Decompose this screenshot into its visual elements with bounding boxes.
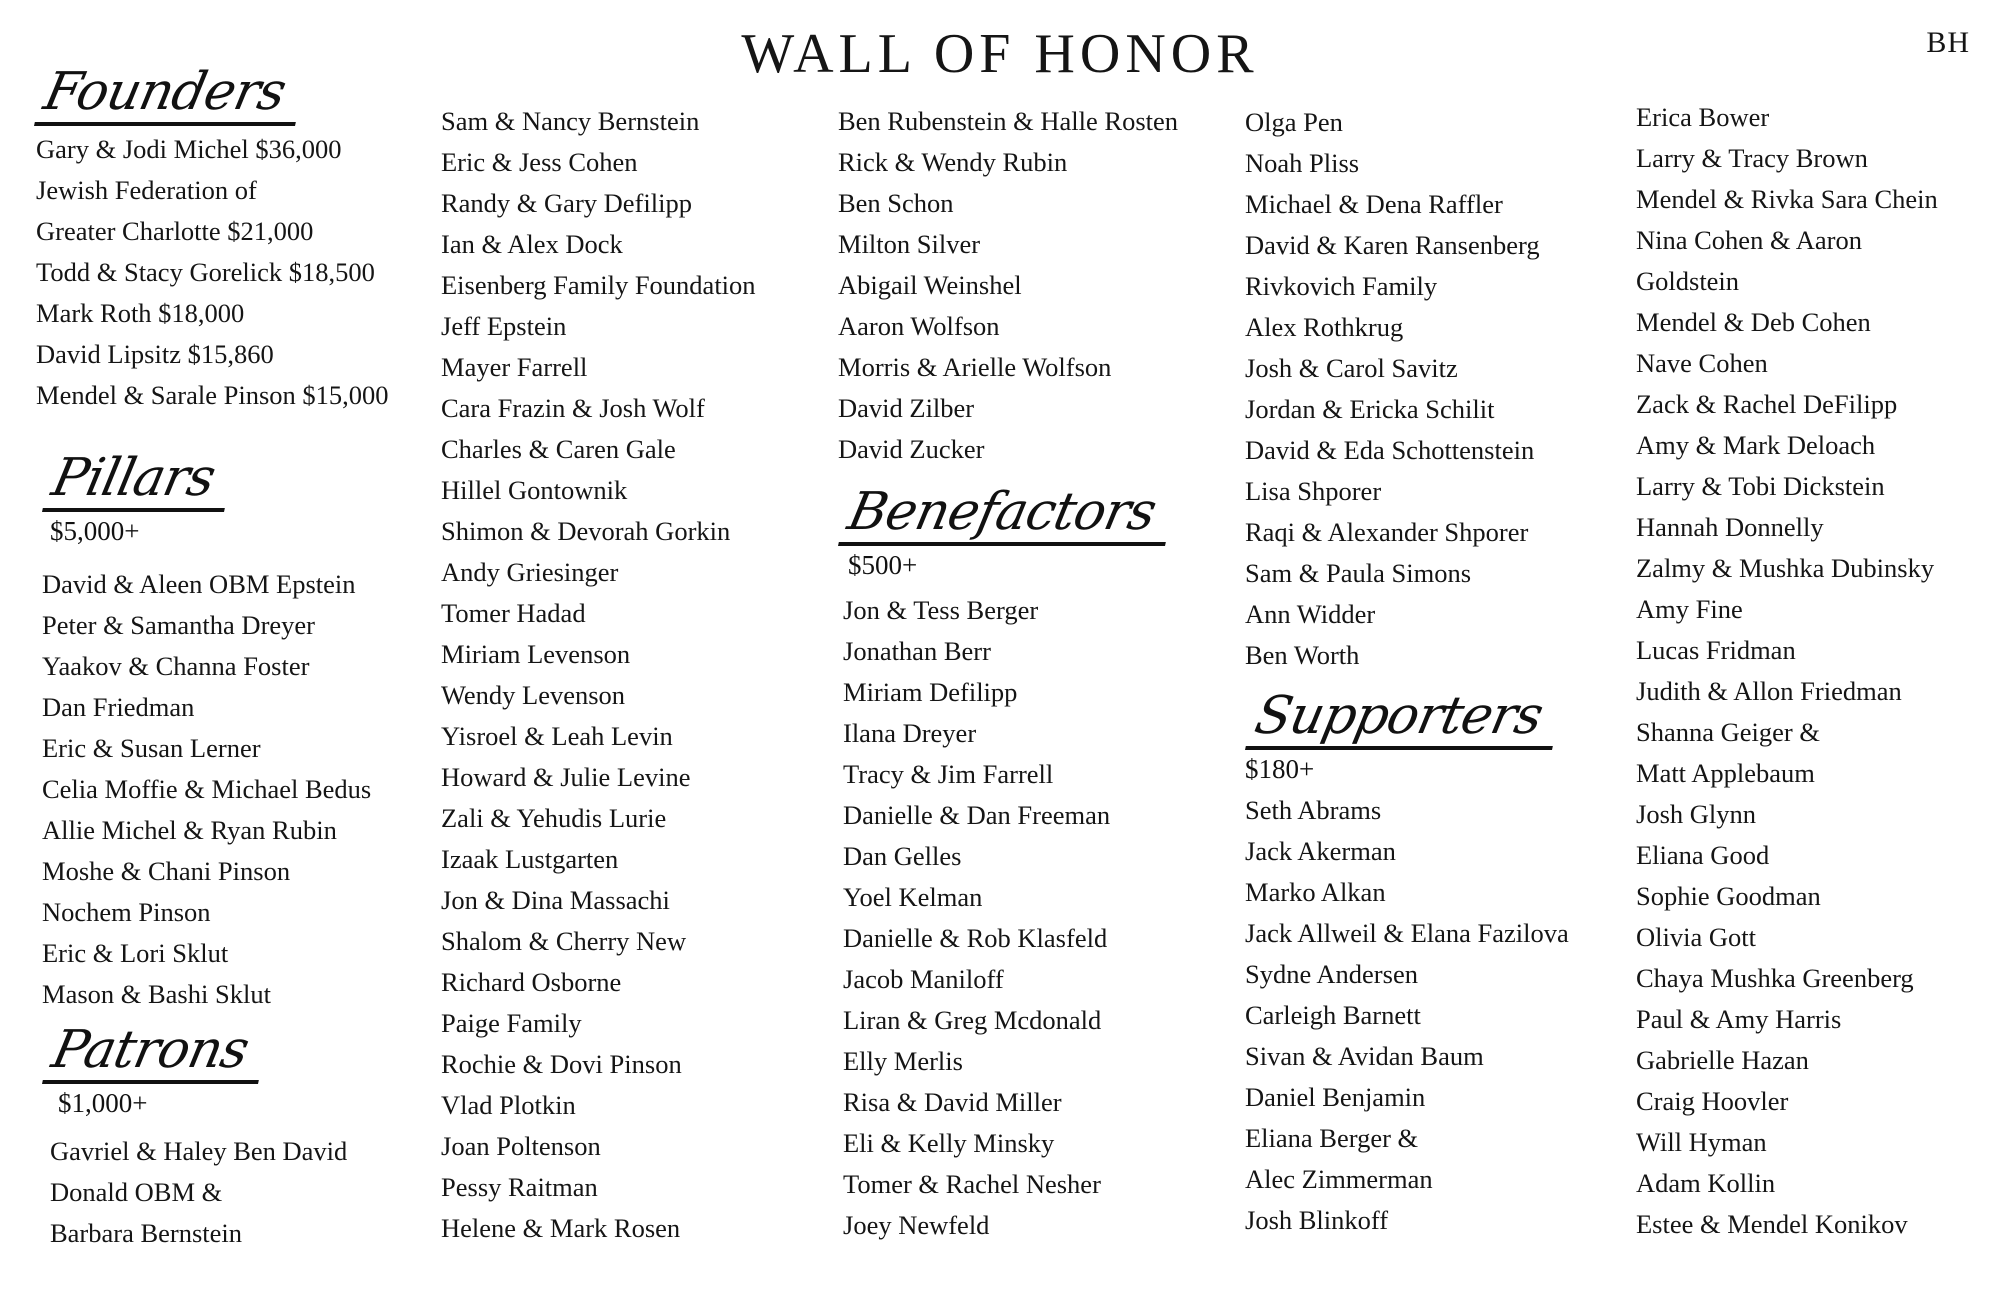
donor-name: Raqi & Alexander Shporer: [1245, 517, 1529, 547]
donor-name: Greater Charlotte $21,000: [36, 216, 314, 246]
donor-name: Mark Roth $18,000: [36, 298, 245, 328]
donor-name: Ben Rubenstein & Halle Rosten: [838, 106, 1179, 136]
donor-name: Jack Akerman: [1245, 836, 1396, 866]
donor-name: Jon & Tess Berger: [843, 595, 1039, 625]
donor-name: David Zilber: [838, 393, 975, 423]
patrons-level: $1,000+: [58, 1088, 148, 1118]
donor-name: Eisenberg Family Foundation: [441, 270, 756, 300]
donor-name: Mendel & Deb Cohen: [1636, 307, 1871, 337]
donor-name: Josh Blinkoff: [1245, 1205, 1389, 1235]
donor-name: Jack Allweil & Elana Fazilova: [1245, 918, 1569, 948]
supporters-level: $180+: [1245, 754, 1315, 784]
patrons-list: [50, 1131, 347, 1254]
benefactors-continued-list: [1245, 102, 1540, 676]
donor-name: Hillel Gontownik: [441, 475, 628, 505]
donor-name: Izaak Lustgarten: [441, 844, 619, 874]
donor-name: Gavriel & Haley Ben David: [50, 1136, 348, 1166]
donor-name: Lisa Shporer: [1245, 476, 1382, 506]
donor-name: Sam & Nancy Bernstein: [441, 106, 700, 136]
donor-name: Risa & David Miller: [843, 1087, 1062, 1117]
donor-name: Milton Silver: [838, 229, 981, 259]
corner-mark: BH: [1926, 26, 1970, 59]
donor-name: Erica Bower: [1636, 102, 1770, 132]
supporters-list: [1245, 790, 1569, 1241]
donor-name: Howard & Julie Levine: [441, 762, 691, 792]
supporters-continued-list: [1636, 97, 1938, 1245]
donor-name: Yaakov & Channa Foster: [42, 651, 310, 681]
donor-name: Dan Gelles: [843, 841, 962, 871]
donor-name: Danielle & Rob Klasfeld: [843, 923, 1108, 953]
donor-name: Danielle & Dan Freeman: [843, 800, 1111, 830]
donor-name: Alex Rothkrug: [1245, 312, 1404, 342]
page-title: WALL OF HONOR: [741, 23, 1259, 85]
donor-name: Miriam Levenson: [441, 639, 631, 669]
donor-name: Allie Michel & Ryan Rubin: [42, 815, 337, 845]
donor-name: Charles & Caren Gale: [441, 434, 676, 464]
benefactors-list: [843, 590, 1110, 1246]
donor-name: Larry & Tracy Brown: [1636, 143, 1868, 173]
donor-name: David Lipsitz $15,860: [36, 339, 274, 369]
donor-name: Goldstein: [1636, 266, 1740, 296]
supporters-heading: Supporters: [1245, 686, 1566, 750]
donor-name: Carleigh Barnett: [1245, 1000, 1421, 1030]
donor-name: Zack & Rachel DeFilipp: [1636, 389, 1898, 419]
donor-name: Sophie Goodman: [1636, 881, 1821, 911]
donor-name: Shalom & Cherry New: [441, 926, 687, 956]
donor-name: Amy & Mark Deloach: [1636, 430, 1876, 460]
donor-name: Jon & Dina Massachi: [441, 885, 670, 915]
donor-name: Nochem Pinson: [42, 897, 211, 927]
donor-name: Estee & Mendel Konikov: [1636, 1209, 1908, 1239]
donor-name: Tomer Hadad: [441, 598, 586, 628]
donor-name: Jonathan Berr: [843, 636, 991, 666]
donor-name: Paul & Amy Harris: [1636, 1004, 1842, 1034]
donor-name: Mendel & Rivka Sara Chein: [1636, 184, 1938, 214]
patrons-continued-list: [441, 101, 756, 1249]
donor-name: Mendel & Sarale Pinson $15,000: [36, 380, 389, 410]
donor-name: Yoel Kelman: [843, 882, 983, 912]
donor-name: Morris & Arielle Wolfson: [838, 352, 1112, 382]
donor-name: Vlad Plotkin: [441, 1090, 576, 1120]
donor-name: Judith & Allon Friedman: [1636, 676, 1902, 706]
donor-name: Aaron Wolfson: [838, 311, 1000, 341]
pillars-list: [42, 564, 371, 1015]
benefactors-level: $500+: [848, 550, 918, 580]
donor-name: Peter & Samantha Dreyer: [42, 610, 315, 640]
pillars-level: $5,000+: [50, 516, 140, 546]
patrons-heading: Patrons: [42, 1020, 271, 1084]
donor-name: Shimon & Devorah Gorkin: [441, 516, 731, 546]
donor-name: Todd & Stacy Gorelick $18,500: [36, 257, 375, 287]
donor-name: Yisroel & Leah Levin: [441, 721, 673, 751]
founders-list: [36, 129, 389, 416]
donor-name: Pessy Raitman: [441, 1172, 598, 1202]
founders-heading: Founders: [34, 62, 309, 126]
pillars-section: [42, 448, 442, 550]
donor-name: Olga Pen: [1245, 107, 1343, 137]
patrons-continued-list-2: [838, 101, 1178, 470]
donor-name: Lucas Fridman: [1636, 635, 1796, 665]
donor-name: David Zucker: [838, 434, 985, 464]
donor-name: Zali & Yehudis Lurie: [441, 803, 667, 833]
donor-name: Jacob Maniloff: [843, 964, 1004, 994]
donor-name: Joan Poltenson: [441, 1131, 601, 1161]
donor-name: Hannah Donnelly: [1636, 512, 1824, 542]
donor-name: Elly Merlis: [843, 1046, 963, 1076]
donor-name: Jordan & Ericka Schilit: [1245, 394, 1495, 424]
donor-name: Ben Worth: [1245, 640, 1360, 670]
donor-name: Eric & Susan Lerner: [42, 733, 261, 763]
donor-name: Dan Friedman: [42, 692, 195, 722]
donor-name: Ben Schon: [838, 188, 954, 218]
donor-name: David & Aleen OBM Epstein: [42, 569, 356, 599]
donor-name: Celia Moffie & Michael Bedus: [42, 774, 372, 804]
donor-name: Tracy & Jim Farrell: [843, 759, 1054, 789]
donor-name: Josh & Carol Savitz: [1245, 353, 1458, 383]
benefactors-section: [838, 482, 1238, 584]
donor-name: Craig Hoovler: [1636, 1086, 1789, 1116]
founders-section: [34, 62, 434, 126]
donor-name: Ann Widder: [1245, 599, 1376, 629]
donor-name: Mayer Farrell: [441, 352, 588, 382]
donor-name: Barbara Bernstein: [50, 1218, 243, 1248]
donor-name: David & Eda Schottenstein: [1245, 435, 1535, 465]
donor-name: Andy Griesinger: [441, 557, 619, 587]
donor-name: Zalmy & Mushka Dubinsky: [1636, 553, 1935, 583]
supporters-section: [1245, 686, 1645, 788]
donor-name: Eliana Good: [1636, 840, 1770, 870]
donor-name: David & Karen Ransenberg: [1245, 230, 1540, 260]
pillars-heading: Pillars: [42, 448, 238, 512]
donor-name: Larry & Tobi Dickstein: [1636, 471, 1885, 501]
donor-name: Matt Applebaum: [1636, 758, 1815, 788]
donor-name: Alec Zimmerman: [1245, 1164, 1433, 1194]
donor-name: Chaya Mushka Greenberg: [1636, 963, 1914, 993]
donor-name: Nina Cohen & Aaron: [1636, 225, 1862, 255]
donor-name: Ilana Dreyer: [843, 718, 977, 748]
donor-name: Marko Alkan: [1245, 877, 1386, 907]
donor-name: Daniel Benjamin: [1245, 1082, 1426, 1112]
donor-name: Richard Osborne: [441, 967, 622, 997]
donor-name: Ian & Alex Dock: [441, 229, 623, 259]
donor-name: Eric & Jess Cohen: [441, 147, 638, 177]
donor-name: Amy Fine: [1636, 594, 1743, 624]
donor-name: Joey Newfeld: [843, 1210, 990, 1240]
donor-name: Nave Cohen: [1636, 348, 1768, 378]
donor-name: Randy & Gary Defilipp: [441, 188, 692, 218]
donor-name: Will Hyman: [1636, 1127, 1767, 1157]
donor-name: Josh Glynn: [1636, 799, 1757, 829]
donor-name: Sam & Paula Simons: [1245, 558, 1472, 588]
donor-name: Noah Pliss: [1245, 148, 1360, 178]
donor-name: Eli & Kelly Minsky: [843, 1128, 1055, 1158]
donor-name: Paige Family: [441, 1008, 582, 1038]
donor-name: Sivan & Avidan Baum: [1245, 1041, 1484, 1071]
donor-name: Gabrielle Hazan: [1636, 1045, 1809, 1075]
donor-name: Adam Kollin: [1636, 1168, 1776, 1198]
donor-name: Donald OBM &: [50, 1177, 223, 1207]
donor-name: Rochie & Dovi Pinson: [441, 1049, 682, 1079]
benefactors-heading: Benefactors: [838, 482, 1179, 546]
donor-name: Tomer & Rachel Nesher: [843, 1169, 1101, 1199]
donor-name: Seth Abrams: [1245, 795, 1382, 825]
donor-name: Helene & Mark Rosen: [441, 1213, 681, 1243]
donor-name: Mason & Bashi Sklut: [42, 979, 271, 1009]
donor-name: Olivia Gott: [1636, 922, 1756, 952]
donor-name: Cara Frazin & Josh Wolf: [441, 393, 705, 423]
donor-name: Miriam Defilipp: [843, 677, 1018, 707]
patrons-section: [42, 1020, 442, 1122]
donor-name: Jewish Federation of: [36, 175, 257, 205]
donor-name: Shanna Geiger &: [1636, 717, 1820, 747]
donor-name: Rick & Wendy Rubin: [838, 147, 1068, 177]
donor-name: Gary & Jodi Michel $36,000: [36, 134, 342, 164]
donor-name: Moshe & Chani Pinson: [42, 856, 291, 886]
donor-name: Wendy Levenson: [441, 680, 626, 710]
donor-name: Rivkovich Family: [1245, 271, 1438, 301]
donor-name: Abigail Weinshel: [838, 270, 1022, 300]
donor-name: Jeff Epstein: [441, 311, 567, 341]
donor-name: Sydne Andersen: [1245, 959, 1418, 989]
donor-name: Eliana Berger &: [1245, 1123, 1419, 1153]
donor-name: Eric & Lori Sklut: [42, 938, 229, 968]
donor-name: Michael & Dena Raffler: [1245, 189, 1503, 219]
donor-name: Liran & Greg Mcdonald: [843, 1005, 1102, 1035]
